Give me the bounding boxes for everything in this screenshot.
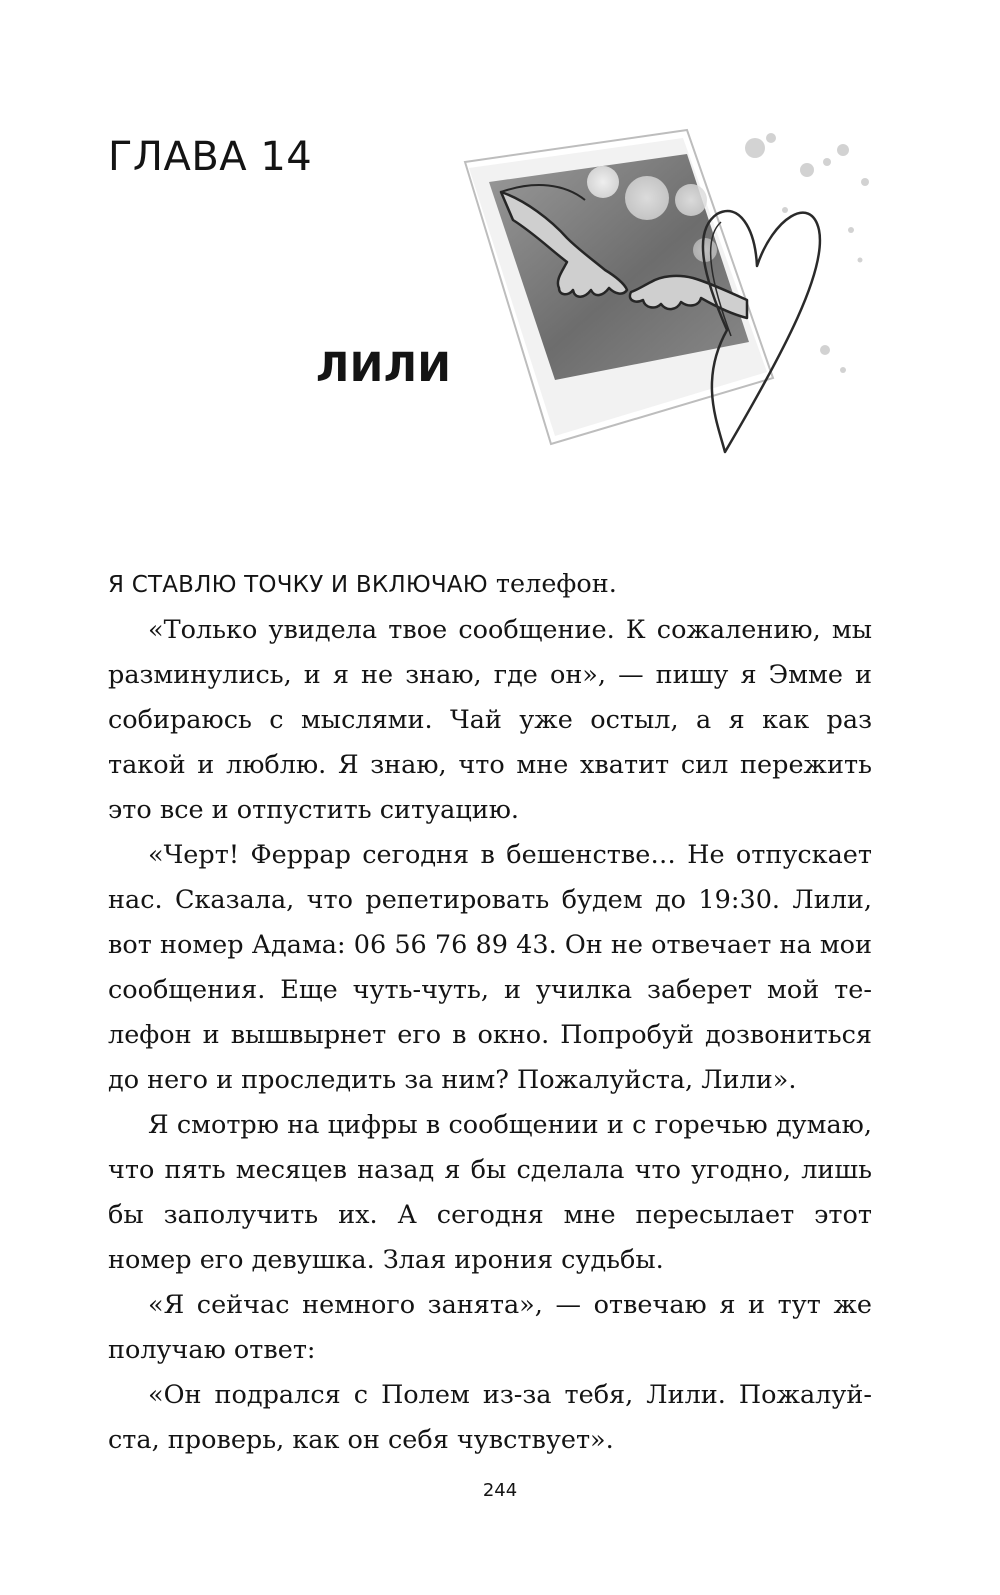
paragraph: Я смотрю на цифры в сообщении и с горечью думаю, что пять месяцев назад я бы сделала что угодно, лишь бы заполучить их. А сегодня мне пересылает этот номер его девушка. Злая ирония судьбы.	[108, 1110, 872, 1275]
paragraph: «Черт! Феррар сегодня в бешенстве… Не отпускает нас. Сказала, что репетировать будем до 19:30. Лили, вот номер Адама: 06 56 76 89 43. Он не отвечает на мои сообщения. Еще чуть-чуть, и училка заберет мой телефон и вышвырнет его в окно. Попробуй дозвониться до него и проследить за ним? Пожалуйста, Лили».	[108, 840, 872, 1095]
paragraph: «Он подрался с Полем из-за тебя, Лили. Пожалуйста, проверь, как он себя чувствует».	[108, 1380, 872, 1455]
chapter-body	[108, 562, 872, 1463]
character-name: ЛИЛИ	[316, 345, 452, 391]
hands-photo-heart-icon	[455, 110, 895, 510]
paragraph: «Я сейчас немного занята», — отвечаю я и тут же получаю ответ:	[108, 1290, 872, 1365]
chapter-title: ГЛАВА 14	[108, 134, 313, 180]
page-number: 244	[482, 1480, 518, 1501]
opening-rest: телефон.	[487, 569, 617, 599]
paragraph: «Только увидела твое сообщение. К сожалению, мы разминулись, и я не знаю, где он», — пишу я Эмме и собираюсь с мыслями. Чай уже остыл, а я как раз такой и люблю. Я знаю, что мне хватит сил пережить это все и отпустить ситуацию.	[108, 615, 872, 825]
opening-caps: Я СТАВЛЮ ТОЧКУ И ВКЛЮЧАЮ	[108, 572, 488, 598]
opening-paragraph	[108, 562, 872, 608]
